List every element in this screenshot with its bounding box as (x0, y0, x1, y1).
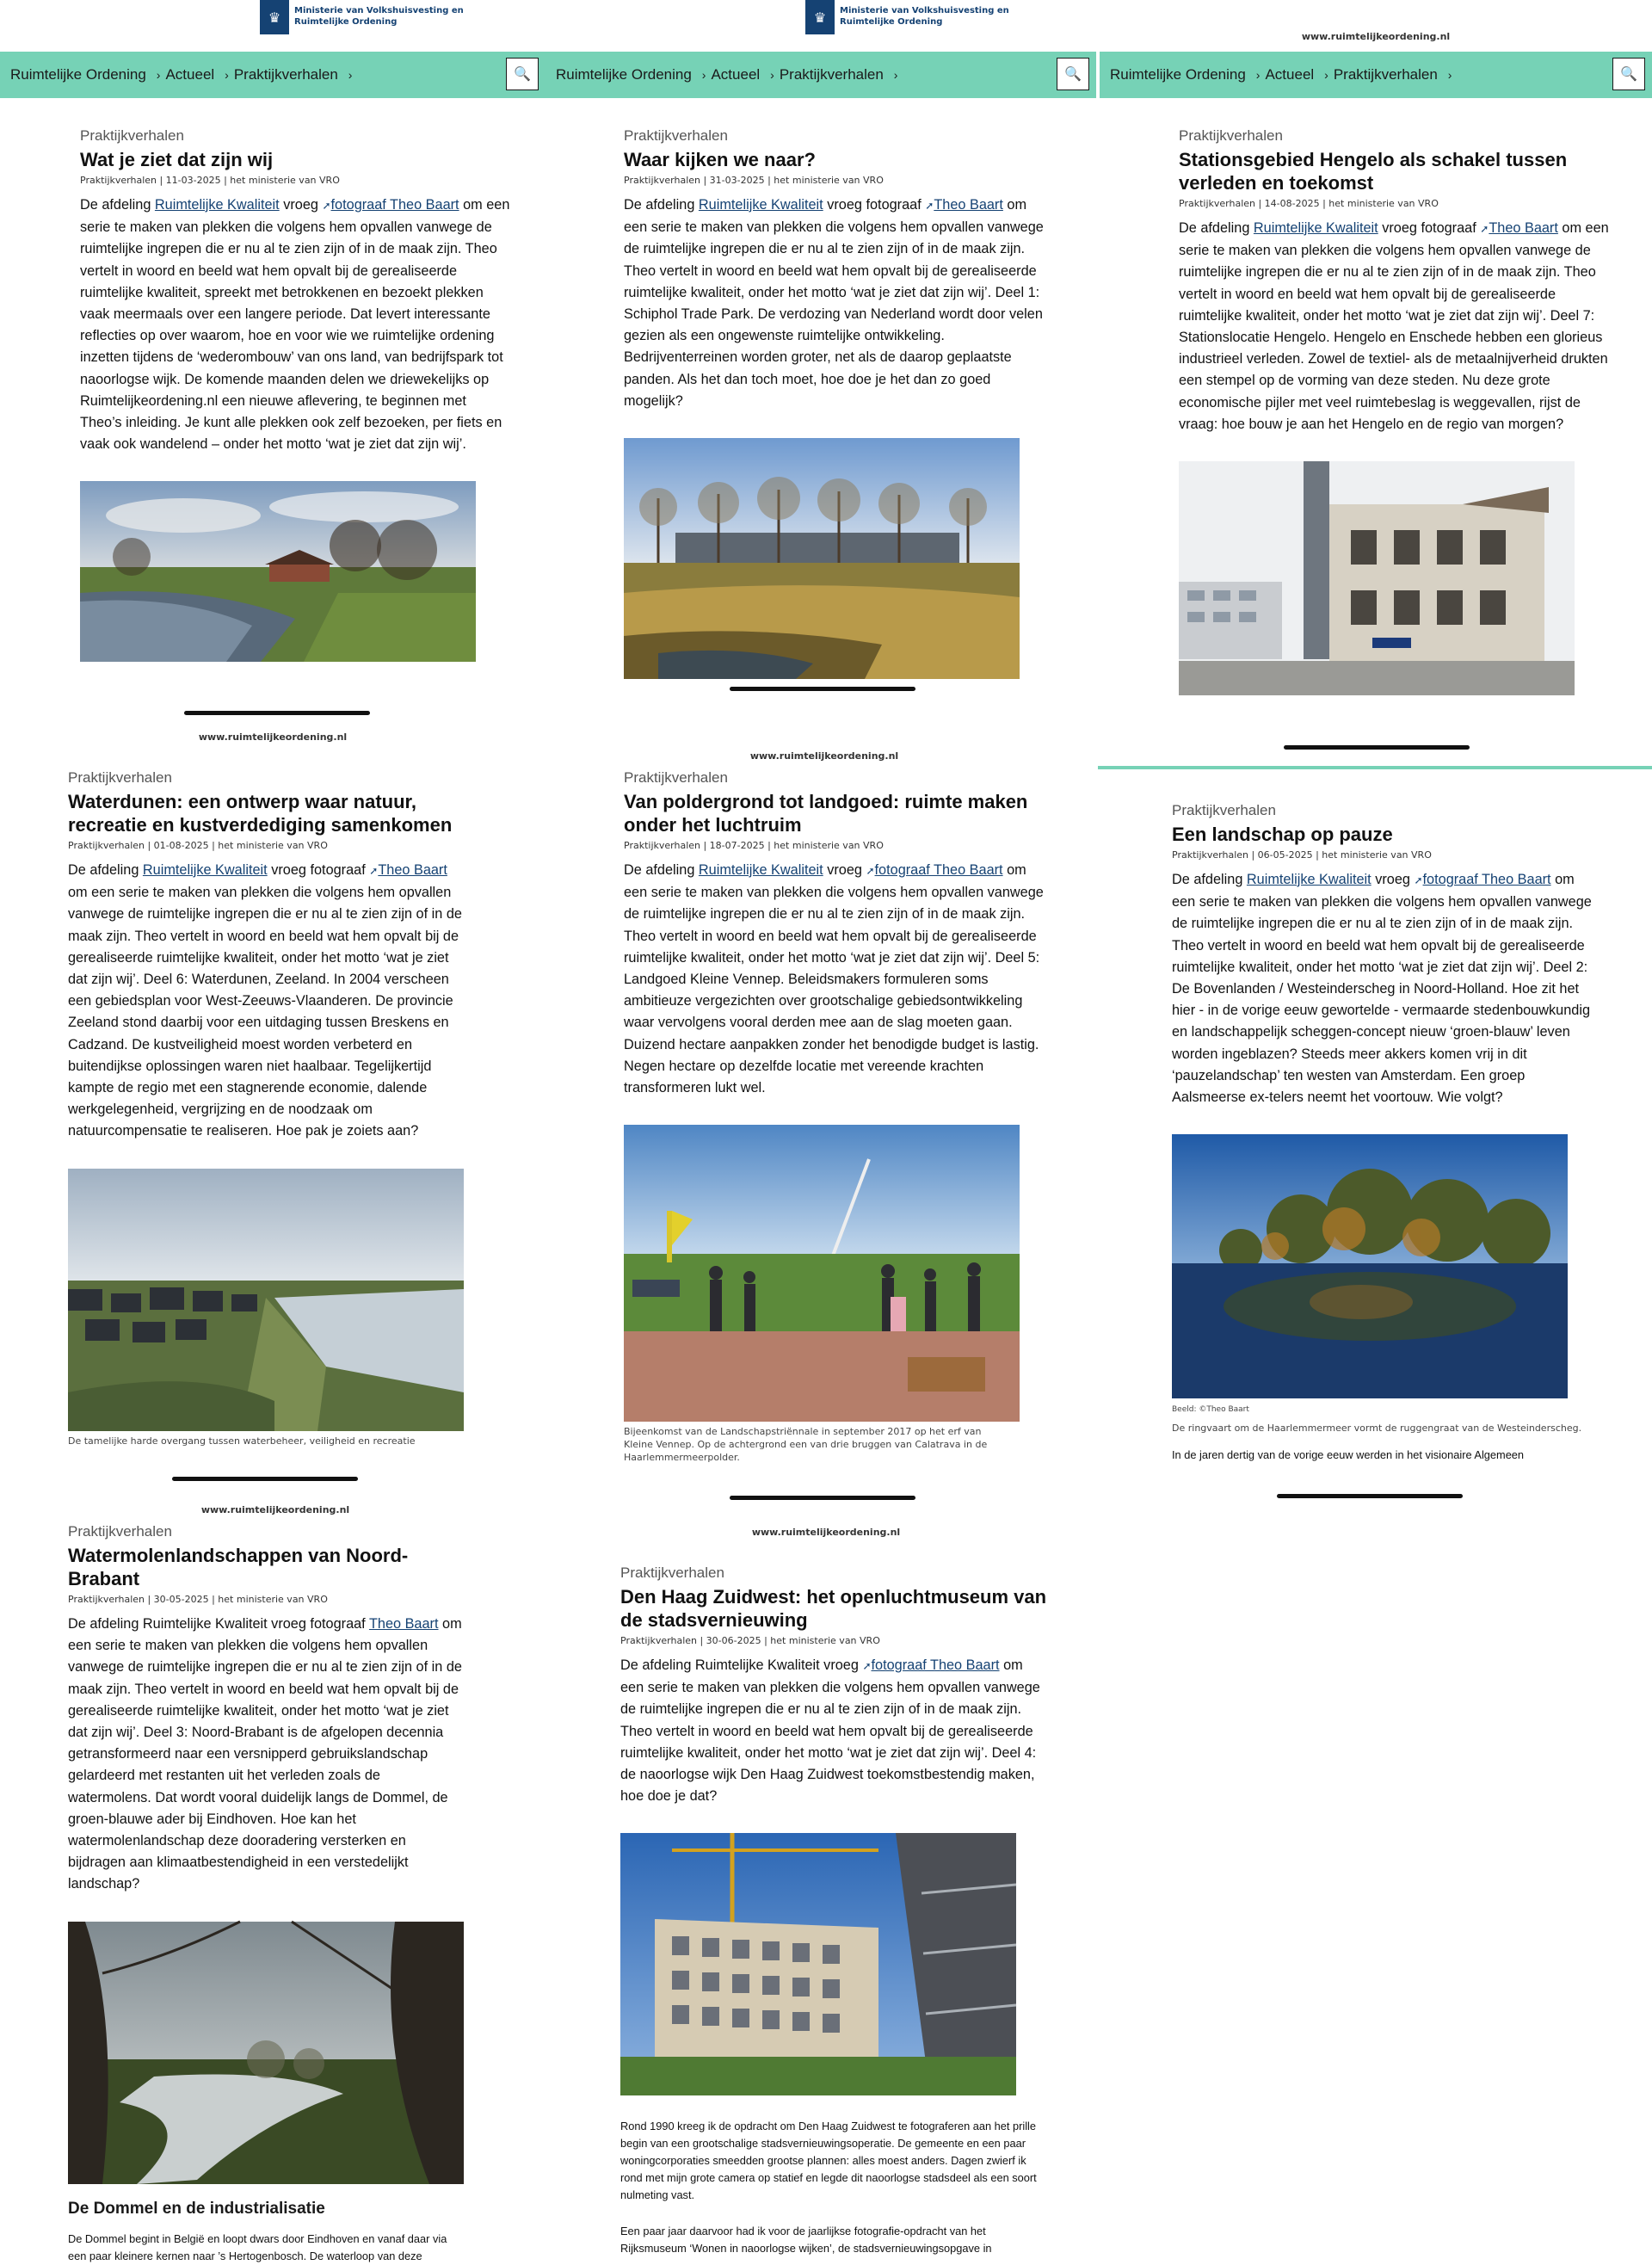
breadcrumb-actueel[interactable] (1265, 66, 1333, 83)
article-kicker: Praktijkverhalen (80, 127, 184, 144)
article-kicker: Praktijkverhalen (1172, 802, 1276, 818)
breadcrumb-label: Actueel (1265, 66, 1315, 83)
article-meta: Praktijkverhalen | 11-03-2025 | het ministerie van VRO (80, 175, 340, 186)
screenshot-panel-2 (546, 0, 1096, 697)
link-ruimtelijke-kwaliteit[interactable]: Ruimtelijke Kwaliteit (142, 862, 268, 878)
url-bar[interactable]: www.ruimtelijkeordening.nl (1301, 31, 1451, 42)
photo-ringvaart (1172, 1134, 1568, 1398)
link-ruimtelijke-kwaliteit[interactable]: Ruimtelijke Kwaliteit (1253, 220, 1378, 236)
article-title: Wat je ziet dat zijn wij (80, 149, 274, 170)
external-link-icon: ➚ (1414, 874, 1423, 886)
search-button[interactable] (1057, 58, 1089, 90)
article-kicker: Praktijkverhalen (68, 769, 172, 786)
article-intro (68, 860, 468, 1143)
photo-dommel (68, 1922, 464, 2184)
breadcrumb-bar (546, 52, 1096, 98)
article-hengelo (1100, 127, 1652, 695)
article-photo-kleine-vennep (624, 1125, 1020, 1422)
home-indicator (1284, 745, 1470, 750)
article-paragraph: Een paar jaar daarvoor had ik voor de jaarlijkse fotografie-opdracht van het Rijksmuseum ‘Wonen in naoorlogse wijken’, de stadsvernieuwingsopgave in (620, 2225, 992, 2256)
article-photo-waterdunen (68, 1169, 464, 1431)
url-bar[interactable]: www.ruimtelijkeordening.nl (749, 750, 899, 762)
article-kicker: Praktijkverhalen (624, 769, 728, 786)
article-meta: Praktijkverhalen | 06-05-2025 | het ministerie van VRO (1172, 849, 1432, 861)
article-kleine-vennep (551, 769, 1098, 1464)
site-header (0, 0, 546, 52)
breadcrumb-label: Ruimtelijke Ordening (10, 66, 146, 83)
breadcrumb-actueel[interactable] (711, 66, 779, 83)
article-intro (624, 194, 1053, 412)
screenshot-panel-7 (0, 1504, 551, 2262)
intro-text: De afdeling (1172, 872, 1247, 887)
photo-hengelo-factory (1179, 461, 1575, 695)
article-title: Stationsgebied Hengelo als schakel tussen verleden en toekomst (1179, 149, 1568, 194)
breadcrumb-label: Actueel (711, 66, 761, 83)
article-title: Een landschap op pauze (1172, 824, 1393, 845)
home-indicator (184, 711, 370, 715)
photo-caption: De ringvaart om de Haarlemmermeer vormt de ruggengraat van de Westeinderscheg. (1172, 1423, 1582, 1435)
crest-icon: ♛ (260, 0, 289, 34)
article-paragraph: Rond 1990 kreeg ik de opdracht om Den Haag Zuidwest te fotograferen aan het prille begin van een grootschalige stadsvernieuwingsoperatie. De gemeente en een paar woningcorporaties smeedden grootse plannen: alles moest anders. Dagen zwierf ik rond met mijn grote camera op statief en legde dit naoorlogse stadsdeel als een soort nulmeting vast. (620, 2120, 1037, 2202)
intro-text: vroeg (1371, 872, 1415, 887)
intro-text: vroeg fotograaf (267, 862, 370, 878)
article-kicker: Praktijkverhalen (620, 1565, 724, 1581)
external-link-icon: ➚ (862, 1660, 872, 1672)
screenshot-panel-6 (1098, 773, 1652, 1509)
article-intro (68, 1614, 465, 1896)
external-link-icon: ➚ (322, 200, 331, 212)
breadcrumb-label: Praktijkverhalen (1333, 66, 1438, 83)
article-meta: Praktijkverhalen | 30-06-2025 | het ministerie van VRO (620, 1635, 880, 1646)
home-indicator (730, 687, 915, 691)
ministry-logo[interactable] (805, 0, 1038, 34)
intro-text: vroeg (279, 197, 323, 213)
article-photo-den-haag (620, 1833, 1016, 2095)
ministry-logo[interactable] (260, 0, 492, 34)
photo-landscape-canal (80, 481, 476, 662)
breadcrumb-ruimtelijke-ordening[interactable] (10, 66, 165, 83)
intro-text: De afdeling (80, 197, 155, 213)
intro-text: om een serie te maken van plekken die volgens hem opvallen vanwege de ruimtelijke ingrepen die er nu al te zien zijn of in de maak zijn. Theo vertelt in woord en beeld wat hem opvalt bij de gerealiseerde ruimtelijke kwaliteit, onder het motto ‘wat je ziet dat zijn wij’. Deel 4: de naoorlogse wijk Den Haag Zuidwest toekomstbestendig maken, hoe doe je dat? (620, 1657, 1040, 1805)
article-photo-polder (80, 481, 476, 662)
article-title: Watermolenlandschappen van Noord-Brabant (68, 1545, 409, 1589)
breadcrumb-praktijkverhalen[interactable] (780, 66, 903, 83)
chevron-right-icon: › (770, 68, 774, 82)
breadcrumb-label: Actueel (165, 66, 215, 83)
article-intro (624, 860, 1051, 1099)
link-theo-baart[interactable]: Theo Baart (1489, 220, 1558, 236)
url-bar[interactable]: www.ruimtelijkeordening.nl (198, 731, 348, 743)
screenshot-panel-5 (551, 738, 1098, 1509)
chevron-right-icon: › (1447, 68, 1452, 82)
article-meta: Praktijkverhalen | 18-07-2025 | het ministerie van VRO (624, 840, 884, 851)
article-waar-kijken-we (546, 127, 1096, 679)
intro-text: De afdeling (624, 197, 699, 213)
photo-den-haag (620, 1833, 1016, 2095)
article-meta: Praktijkverhalen | 30-05-2025 | het ministerie van VRO (68, 1594, 328, 1605)
article-waterdunen (0, 769, 546, 1447)
article-title: Den Haag Zuidwest: het openluchtmuseum van de stadsvernieuwing (620, 1586, 1047, 1631)
link-theo-baart[interactable]: fotograaf Theo Baart (1422, 872, 1551, 887)
search-button[interactable] (1612, 58, 1645, 90)
home-indicator (172, 1477, 358, 1481)
photo-trade-park (624, 438, 1020, 679)
article-landschap-op-pauze (1098, 802, 1652, 1464)
article-paragraph: De Dommel begint in België en loopt dwars door Eindhoven en vanaf daar via een paar kleinere kernen naar ’s Hertogenbosch. De waterloop van deze (68, 2231, 447, 2262)
link-theo-baart[interactable]: Theo Baart (368, 1616, 439, 1632)
ministry-name: Ministerie van Volkshuisvesting en Ruimtelijke Ordening (840, 6, 1009, 27)
chevron-right-icon: › (348, 68, 353, 82)
external-link-icon: ➚ (925, 200, 934, 212)
article-photo-hengelo (1179, 461, 1575, 695)
article-title: Van poldergrond tot landgoed: ruimte maken onder het luchtruim (624, 791, 1028, 836)
article-title: Waterdunen: een ontwerp waar natuur, recreatie en kustverdediging samenkomen (68, 791, 453, 836)
chevron-right-icon: › (156, 68, 161, 82)
article-photo-ringvaart (1172, 1134, 1568, 1398)
breadcrumb-ruimtelijke-ordening[interactable] (556, 66, 711, 83)
panel-divider (1098, 766, 1652, 769)
url-bar[interactable]: www.ruimtelijkeordening.nl (200, 1504, 350, 1515)
photo-caption: De tamelijke harde overgang tussen waterbeheer, veiligheid en recreatie (68, 1435, 416, 1447)
link-ruimtelijke-kwaliteit[interactable]: Ruimtelijke Kwaliteit (1246, 872, 1372, 887)
search-button[interactable] (506, 58, 539, 90)
article-kicker: Praktijkverhalen (68, 1523, 172, 1540)
link-theo-baart[interactable]: Theo Baart (934, 197, 1003, 213)
breadcrumb-actueel[interactable] (165, 66, 233, 83)
photo-gathering (624, 1125, 1020, 1422)
link-theo-baart[interactable]: fotograaf Theo Baart (871, 1657, 1000, 1673)
chevron-right-icon: › (701, 68, 706, 82)
link-theo-baart[interactable]: fotograaf Theo Baart (330, 197, 459, 213)
chevron-right-icon: › (1255, 68, 1261, 82)
intro-text: om een serie te maken van plekken die volgens hem opvallen vanwege de ruimtelijke ingrepen die er nu al te zien zijn of in de maak zijn. Theo vertelt in woord en beeld wat hem opvalt bij de gerealiseerde ruimtelijke kwaliteit, onder het motto ‘wat je ziet dat zijn wij’. Deel 1: Schiphol Trade Park. De verdozing van Nederland wordt door velen gezien als een ongewenste ruimtelijke ontwikkeling. Bedrijventerreinen worden groter, net als de daarop geplaatste panden. Als het dan toch moet, hoe doe je het dan zo goed mogelijk? (624, 197, 1044, 409)
site-header (546, 0, 1096, 52)
photo-caption: Bijeenkomst van de Landschapstriënnale in september 2017 op het erf van Kleine Vennep. Op de achtergrond een van drie bruggen van Calatrava in de Haarlemmermeerpolder. (624, 1426, 988, 1464)
intro-text: De afdeling Ruimtelijke Kwaliteit vroeg (620, 1657, 863, 1673)
breadcrumb-label: Ruimtelijke Ordening (556, 66, 692, 83)
intro-text: vroeg fotograaf (1378, 220, 1481, 236)
article-intro (1172, 869, 1600, 1108)
breadcrumb-bar (1100, 52, 1652, 98)
home-indicator (1277, 1494, 1463, 1498)
intro-text: vroeg (823, 862, 866, 878)
crest-icon: ♛ (805, 0, 835, 34)
link-theo-baart[interactable]: fotograaf Theo Baart (874, 862, 1003, 878)
intro-text: om een serie te maken van plekken die volgens hem opvallen vanwege de ruimtelijke ingrepen die er nu al te zien zijn of in de maak zijn. Theo vertelt in woord en beeld wat hem opvalt bij de gerealiseerde ruimtelijke kwaliteit, spreekt met betrokkenen en bezoekt plekken vaak meermaals over een langere periode. Dat levert interessante reflecties op over waarom, hoe en voor wie we ruimtelijke ordening inzetten tijdens de ‘wederombouw’ van ons land, van bedrijfspark tot naoorlogse wijk. De komende maanden delen we driewekelijks op Ruimtelijkeordening.nl een nieuwe aflevering, te beginnen met Theo’s inleiding. Je kunt alle plekken ook zelf bezoeken, per fiets en vaak ook wandelend – onder het motto ‘wat je ziet dat zijn wij’. (80, 197, 510, 453)
breadcrumb-label: Ruimtelijke Ordening (1110, 66, 1246, 83)
screenshot-panel-3 (1100, 0, 1652, 769)
intro-text: De afdeling Ruimtelijke Kwaliteit vroeg fotograaf (68, 1616, 369, 1632)
photo-waterdunen (68, 1169, 464, 1431)
link-theo-baart[interactable]: Theo Baart (378, 862, 447, 878)
article-intro (1179, 218, 1609, 435)
intro-text: vroeg fotograaf (823, 197, 926, 213)
intro-text: om een serie te maken van plekken die volgens hem opvallen vanwege de ruimtelijke ingrepen die er nu al te zien zijn of in de maak zijn. Theo vertelt in woord en beeld wat hem opvalt bij de gerealiseerde ruimtelijke kwaliteit, onder het motto ‘wat je ziet dat zijn wij’. Deel 2: De Bovenlanden / Westeinderscheg in Noord-Holland. Hoe zit het hier - in de vorige eeuw gewortelde - vermaarde stedenbouwkundig en landschappelijk scheggen-concept nieuw ‘groen-blauw’ leven worden ingeblazen? Steeds meer akkers komen vrij in dit ‘pauzelandschap’ ten westen van Amsterdam. Een groep Aalsmeerse ex-telers neemt het voortouw. Wie volgt? (1172, 872, 1592, 1106)
intro-text: om een serie te maken van plekken die volgens hem opvallen vanwege de ruimtelijke ingrepen die er nu al te zien zijn of in de maak zijn. Theo vertelt in woord en beeld wat hem opvalt bij de gerealiseerde ruimtelijke kwaliteit, onder het motto ‘wat je ziet dat zijn wij’. Deel 5: Landgoed Kleine Vennep. Beleidsmakers formuleren soms ambitieuze vergezichten over grootschalige gebiedsontwikkeling waar vervolgens vooral derden mee aan de slag moeten gaan. Duizend hectare aanpakken zonder het benodigde budget is lastig. Negen hectare op dezelfde locatie met vereende krachten transformeren lukt wel. (624, 862, 1044, 1096)
article-den-haag-zuidwest (551, 1565, 1101, 2257)
home-indicator (730, 1496, 915, 1500)
link-ruimtelijke-kwaliteit[interactable]: Ruimtelijke Kwaliteit (698, 862, 823, 878)
article-watermolen (0, 1523, 551, 2265)
article-wat-je-ziet (0, 127, 546, 662)
link-ruimtelijke-kwaliteit[interactable]: Ruimtelijke Kwaliteit (154, 197, 280, 213)
screenshot-panel-8 (551, 1523, 1101, 2256)
external-link-icon: ➚ (866, 865, 875, 877)
search-icon: 🔍 (1064, 67, 1082, 82)
article-paragraph: In de jaren dertig van de vorige eeuw werden in het visionaire Algemeen (1172, 1448, 1525, 1462)
breadcrumb-praktijkverhalen[interactable] (1334, 66, 1458, 83)
article-title: Waar kijken we naar? (624, 149, 816, 170)
breadcrumb-bar (0, 52, 546, 98)
intro-text: De afdeling (68, 862, 143, 878)
screenshot-panel-4 (0, 719, 546, 1511)
section-heading: De Dommel en de industrialisatie (68, 2199, 325, 2218)
breadcrumb-label: Praktijkverhalen (233, 66, 338, 83)
article-intro (620, 1655, 1050, 1807)
search-icon: 🔍 (514, 67, 531, 82)
url-bar[interactable]: www.ruimtelijkeordening.nl (751, 1527, 901, 1538)
chevron-right-icon: › (225, 68, 229, 82)
intro-text: om een serie te maken van plekken die volgens hem opvallen vanwege de ruimtelijke ingrepen die er nu al te zien zijn of in de maak zijn. Theo vertelt in woord en beeld wat hem opvalt bij de gerealiseerde ruimtelijke kwaliteit, onder het motto ‘wat je ziet dat zijn wij’. Deel 3: Noord-Brabant is de afgelopen decennia getransformeerd naar een versnipperd gebruikslandschap gelardeerd met restanten uit het verleden zoals de watermolens. Dat wordt vooral duidelijk langs de Dommel, de groen-blauwe ader bij Eindhoven. Hoe kan het watermolenlandschap deze dooradering versterken en bijdragen aan klimaatbestendigheid in een verstedelijkt landschap? (68, 1616, 462, 1892)
search-icon: 🔍 (1620, 67, 1637, 82)
breadcrumb-label: Praktijkverhalen (779, 66, 884, 83)
article-kicker: Praktijkverhalen (624, 127, 728, 144)
article-intro (80, 194, 511, 455)
article-kicker: Praktijkverhalen (1179, 127, 1283, 144)
intro-text: om een serie te maken van plekken die volgens hem opvallen vanwege de ruimtelijke ingrepen die er nu al te zien zijn of in de maak zijn. Theo vertelt in woord en beeld wat hem opvalt bij de gerealiseerde ruimtelijke kwaliteit, onder het motto ‘wat je ziet dat zijn wij’. Deel 6: Waterdunen, Zeeland. In 2004 verscheen een gebiedsplan voor West-Zeeuws-Vlaanderen. De provincie Zeeland stond daarbij voor een uitdaging tussen Breskens en Cadzand. De kustveiligheid moest worden verbeterd en buitendijkse oplossingen waren niet haalbaar. Tegelijkertijd kampte de regio met een stagnerende economie, dalende werkgelegenheid, vergrijzing en de noodzaak om natuurcompensatie te realiseren. Hoe pak je zoiets aan? (68, 885, 462, 1139)
intro-text: om een serie te maken van plekken die volgens hem opvallen vanwege de ruimtelijke ingrepen die er nu al te zien zijn of in de maak zijn. Theo vertelt in woord en beeld wat hem opvalt bij de gerealiseerde ruimtelijke kwaliteit, onder het motto ‘wat je ziet dat zijn wij’. Deel 7: Stationslocatie Hengelo. Hengelo en Enschede hebben een glorieus industrieel verleden. Zowel de textiel- als de metaalnijverheid drukten een stempel op de vorming van deze steden. Nu deze grote economische pijler met veel ruimtebeslag is weggevallen, rijst de vraag: hoe bouw je aan het Hengelo en de regio van morgen? (1179, 220, 1609, 432)
external-link-icon: ➚ (1480, 223, 1489, 235)
chevron-right-icon: › (1324, 68, 1328, 82)
intro-text: De afdeling (624, 862, 699, 878)
breadcrumb-praktijkverhalen[interactable] (234, 66, 358, 83)
intro-text: De afdeling (1179, 220, 1254, 236)
ministry-name: Ministerie van Volkshuisvesting en Ruimtelijke Ordening (294, 6, 464, 27)
article-meta: Praktijkverhalen | 31-03-2025 | het ministerie van VRO (624, 175, 884, 186)
article-meta: Praktijkverhalen | 01-08-2025 | het ministerie van VRO (68, 840, 328, 851)
article-meta: Praktijkverhalen | 14-08-2025 | het ministerie van VRO (1179, 198, 1439, 209)
breadcrumb-ruimtelijke-ordening[interactable] (1110, 66, 1265, 83)
chevron-right-icon: › (893, 68, 898, 82)
external-link-icon: ➚ (369, 865, 379, 877)
screenshot-panel-1 (0, 0, 546, 716)
link-ruimtelijke-kwaliteit[interactable]: Ruimtelijke Kwaliteit (698, 197, 823, 213)
photo-credit: Beeld: ©Theo Baart (1172, 1405, 1249, 1415)
article-photo-dommel (68, 1922, 464, 2184)
article-photo-trade-park (624, 438, 1020, 679)
